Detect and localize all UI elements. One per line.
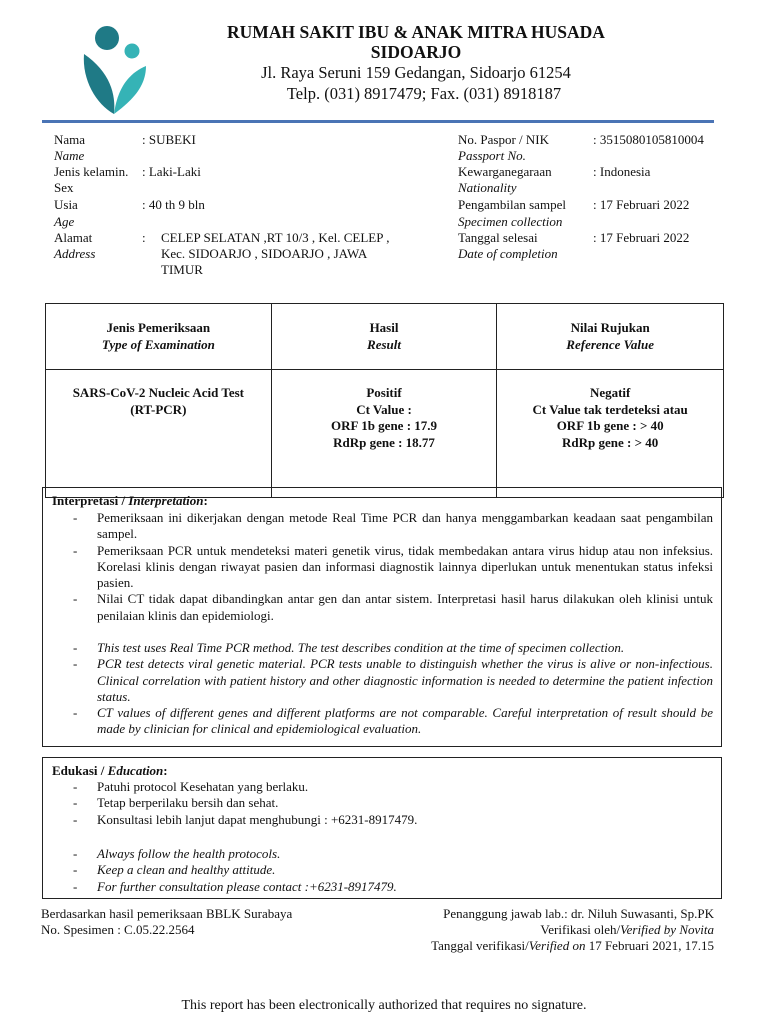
age-label-en: Age xyxy=(54,214,75,229)
age-label: Usia xyxy=(54,197,78,212)
hospital-name: RUMAH SAKIT IBU & ANAK MITRA HUSADA xyxy=(227,22,605,42)
nationality-value: : Indonesia xyxy=(593,164,651,179)
education-box xyxy=(42,757,722,899)
hospital-address: Jl. Raya Seruni 159 Gedangan, Sidoarjo 61254 xyxy=(261,63,571,82)
completion-label: Tanggal selesai xyxy=(458,230,538,245)
passport-label: No. Paspor / NIK xyxy=(458,132,549,147)
collection-date: : 17 Februari 2022 xyxy=(593,197,690,212)
reference-cell xyxy=(497,370,724,498)
list-item: - Pemeriksaan ini dikerjakan dengan metode Real Time PCR dan hanya menggambarkan keadaan saat pengambilan sampel. xyxy=(73,510,713,542)
interpretation-title: Interpretasi / Interpretation: xyxy=(52,493,208,508)
result-cell xyxy=(271,370,497,498)
interpretation-list-id xyxy=(73,510,713,624)
verified-by: Verifikasi oleh/Verified by Novita xyxy=(540,922,714,937)
specimen-number: No. Spesimen : C.05.22.2564 xyxy=(41,922,195,937)
header-label-en: Type of Examination xyxy=(101,336,215,352)
list-item: - Pemeriksaan PCR untuk mendeteksi materi genetik virus, tidak membedakan antara virus hidup atau non infeksius. Korelasi klinis dengan riwayat pasien dan informasi diagnostik lainnya diperlukan untuk menentukan status infeksi pasien. xyxy=(73,542,713,591)
reference-line: ORF 1b gene : > 40 xyxy=(556,418,664,433)
passport-number: : 3515080105810004 xyxy=(593,132,704,147)
result-line: ORF 1b gene : 17.9 xyxy=(330,418,438,433)
hospital-phone: Telp. (031) 8917479; Fax. (031) 8918187 xyxy=(286,84,562,103)
header-cell xyxy=(497,304,724,370)
result-line: Ct Value : xyxy=(356,401,412,417)
responsible-person: Penanggung jawab lab.: dr. Niluh Suwasanti, Sp.PK xyxy=(443,906,714,921)
patient-name: : SUBEKI xyxy=(142,132,196,147)
list-item: - Patuhi protocol Kesehatan yang berlaku. xyxy=(73,779,309,794)
list-item: - This test uses Real Time PCR method. The test describes condition at the time of specimen collection. xyxy=(73,640,625,655)
education-list-id xyxy=(73,779,713,828)
address-line: CELEP SELATAN ,RT 10/3 , Kel. CELEP , xyxy=(161,230,390,245)
lab-source: Berdasarkan hasil pemeriksaan BBLK Surabaya xyxy=(41,906,293,921)
list-item: - Nilai CT tidak dapat dibandingkan antar gen dan antar sistem. Interpretasi hasil harus dilakukan oleh klinisi untuk penilaian klinis dan epidemiologi. xyxy=(73,591,713,623)
test-name: SARS-CoV-2 Nucleic Acid Test xyxy=(72,385,244,400)
sex-label-en: Sex xyxy=(54,180,74,195)
passport-label-en: Passport No. xyxy=(458,148,526,163)
header-label: Nilai Rujukan xyxy=(570,320,650,335)
address-label: Alamat xyxy=(54,230,93,245)
header-label-en: Reference Value xyxy=(566,336,655,352)
reference-line: RdRp gene : > 40 xyxy=(562,434,659,450)
collection-label-en: Specimen collection xyxy=(458,214,563,229)
reference-status: Negatif xyxy=(589,385,631,400)
list-item: - Always follow the health protocols. xyxy=(73,846,281,861)
interpretation-list-en xyxy=(73,640,713,738)
hospital-city: SIDOARJO xyxy=(370,42,462,62)
results-table xyxy=(45,303,724,498)
completion-label-en: Date of completion xyxy=(458,246,558,261)
address-line: TIMUR xyxy=(161,262,203,277)
nationality-label: Kewarganegaraan xyxy=(458,164,552,179)
patient-age: : 40 th 9 bln xyxy=(142,197,205,212)
header-cell xyxy=(271,304,497,370)
test-method: (RT-PCR) xyxy=(130,401,187,417)
reference-line: Ct Value tak terdeteksi atau xyxy=(532,401,688,417)
interpretation-box xyxy=(42,487,722,747)
name-label: Nama xyxy=(54,132,86,147)
address-label-en: Address xyxy=(54,246,96,261)
specimen-info xyxy=(458,132,728,264)
nationality-label-en: Nationality xyxy=(458,180,517,195)
address-colon: : xyxy=(142,230,146,245)
header-label-en: Result xyxy=(367,336,401,352)
header-label: Jenis Pemeriksaan xyxy=(106,320,211,335)
sex-label: Jenis kelamin. xyxy=(54,164,129,179)
patient-info xyxy=(54,132,424,280)
header-cell xyxy=(46,304,272,370)
completion-date: : 17 Februari 2022 xyxy=(593,230,690,245)
address-line: Kec. SIDOARJO , SIDOARJO , JAWA xyxy=(161,246,368,261)
list-item: - Tetap berperilaku bersih dan sehat. xyxy=(73,795,279,811)
header-divider xyxy=(42,120,714,123)
list-item: - PCR test detects viral genetic material. PCR tests unable to distinguish whether the virus is alive or non-infectious. Clinical correlation with patient history and other diagnostic information is needed to determine the patient infection status. xyxy=(73,656,713,704)
patient-sex: : Laki-Laki xyxy=(142,164,201,179)
header-label: Hasil xyxy=(369,320,399,335)
list-item: - Konsultasi lebih lanjut dapat menghubungi : +6231-8917479. xyxy=(73,811,418,827)
authorization-note: This report has been electronically authorized that requires no signature. xyxy=(181,998,587,1013)
education-title: Edukasi / Education: xyxy=(52,763,168,778)
list-item: - CT values of different genes and different platforms are not comparable. Careful interpretation of result should be made by clinician for clinical and epidemiological evaluation. xyxy=(73,705,713,737)
verification-date: Tanggal verifikasi/Verified on 17 Februari 2021, 17.15 xyxy=(431,938,714,953)
education-list-en xyxy=(73,846,713,895)
result-status: Positif xyxy=(366,385,402,400)
name-label-en: Name xyxy=(54,148,85,163)
list-item: - For further consultation please contact :+6231-8917479. xyxy=(73,878,397,894)
test-name-cell xyxy=(46,370,272,498)
result-line: RdRp gene : 18.77 xyxy=(333,434,435,450)
collection-label: Pengambilan sampel xyxy=(458,197,566,212)
list-item: - Keep a clean and healthy attitude. xyxy=(73,862,276,878)
